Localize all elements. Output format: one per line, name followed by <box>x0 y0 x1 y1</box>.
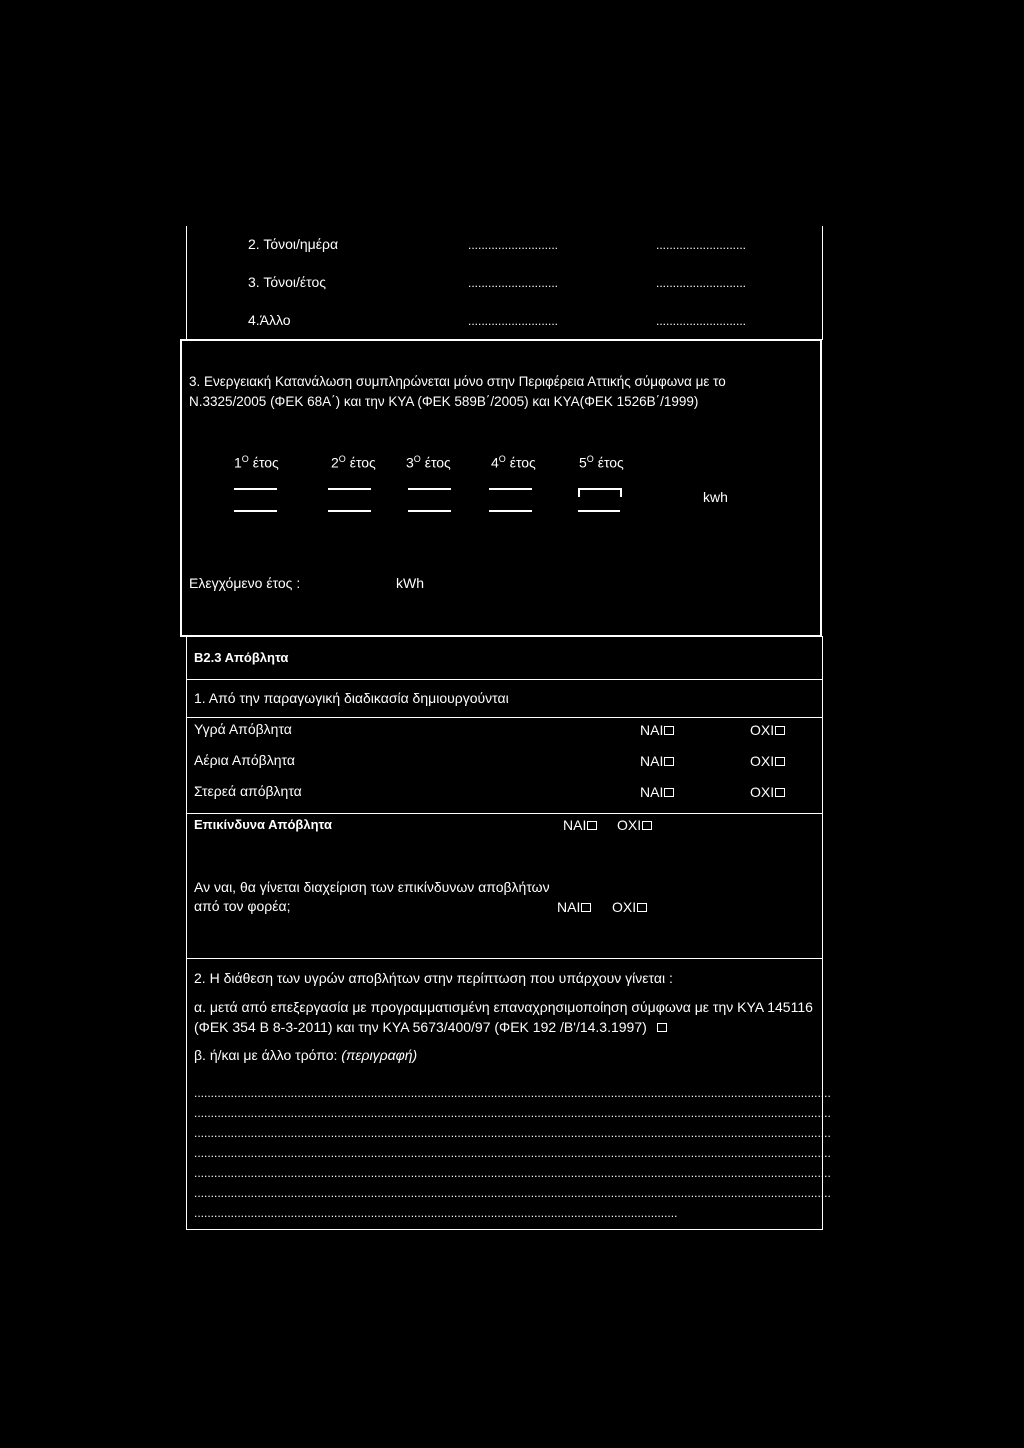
year-5-input[interactable] <box>578 488 622 497</box>
year-3-input[interactable] <box>408 510 451 512</box>
no-option[interactable]: ΟΧΙ <box>750 722 785 738</box>
row-label: 2. Τόνοι/ημέρα <box>248 236 339 252</box>
year-label: $5^O$ έτος <box>579 454 624 471</box>
row-label: 3. Τόνοι/έτος <box>248 274 327 290</box>
waste-bottom-border <box>186 1229 823 1230</box>
checkbox-icon[interactable] <box>587 821 597 830</box>
top-table-right-border <box>822 226 823 340</box>
row-dots: ........................... <box>468 314 559 328</box>
description-line[interactable]: ................................................................................................................................................. <box>194 1206 678 1220</box>
year-3-input[interactable] <box>408 488 451 490</box>
description-line[interactable]: ............................................................................................................................................................................................... <box>194 1106 831 1120</box>
description-line[interactable]: ............................................................................................................................................................................................... <box>194 1126 831 1140</box>
row-dots: ........................... <box>656 238 747 252</box>
divider <box>186 679 823 680</box>
year-4-input[interactable] <box>489 510 532 512</box>
yes-option[interactable]: ΝΑΙ <box>640 784 674 800</box>
description-line[interactable]: ............................................................................................................................................................................................... <box>194 1146 831 1160</box>
year-label: $1^O$ έτος <box>234 454 279 471</box>
year-2-input[interactable] <box>328 488 371 490</box>
row-dots: ........................... <box>656 276 747 290</box>
yes-option[interactable]: ΝΑΙ <box>640 722 674 738</box>
checkbox-icon[interactable] <box>664 788 674 797</box>
year-label: $4^O$ έτος <box>491 454 536 471</box>
checkbox-icon[interactable] <box>775 757 785 766</box>
description-line[interactable]: ............................................................................................................................................................................................... <box>194 1086 831 1100</box>
checkbox-icon[interactable] <box>775 788 785 797</box>
waste-type-solid: Στερεά απόβλητα <box>194 783 302 799</box>
checkbox-icon[interactable] <box>637 903 647 912</box>
description-line[interactable]: ............................................................................................................................................................................................... <box>194 1186 831 1200</box>
divider <box>186 717 823 718</box>
controlled-year-unit: kWh <box>396 575 424 591</box>
option-a-line2: (ΦΕΚ 354 Β 8-3-2011) και την ΚΥΑ 5673/400/97 (ΦΕΚ 192 /Β'/14.3.1997) <box>194 1019 667 1035</box>
description-line[interactable]: ............................................................................................................................................................................................... <box>194 1166 831 1180</box>
waste-type-liquid: Υγρά Απόβλητα <box>194 721 292 737</box>
energy-text-line1: 3. Ενεργειακή Κατανάλωση συμπληρώνεται μόνο στην Περιφέρεια Αττικής σύμφωνα με το <box>189 374 726 389</box>
waste-left-border <box>186 636 187 1230</box>
waste-question-1: 1. Από την παραγωγική διαδικασία δημιουργούνται <box>194 690 509 706</box>
waste-right-border <box>822 636 823 1230</box>
divider <box>186 813 823 814</box>
no-option[interactable]: ΟΧΙ <box>617 817 652 833</box>
checkbox-icon[interactable] <box>775 726 785 735</box>
checkbox-icon[interactable] <box>642 821 652 830</box>
checkbox-icon[interactable] <box>581 903 591 912</box>
waste-type-gas: Αέρια Απόβλητα <box>194 752 295 768</box>
year-label: $2^O$ έτος <box>331 454 376 471</box>
year-5-input <box>578 510 620 512</box>
energy-text-line2: Ν.3325/2005 (ΦΕΚ 68Α΄) και την ΚΥΑ (ΦΕΚ 589Β΄/2005) και ΚΥΑ(ΦΕΚ 1526Β΄/1999) <box>189 394 699 409</box>
row-dots: ........................... <box>656 314 747 328</box>
hazardous-waste-label: Επικίνδυνα Απόβλητα <box>194 817 332 832</box>
option-b: β. ή/και με άλλο τρόπο: (περιγραφή) <box>194 1047 418 1063</box>
year-2-input[interactable] <box>328 510 371 512</box>
row-label: 4.Άλλο <box>248 312 291 328</box>
year-label: $3^O$ έτος <box>406 454 451 471</box>
year-1-input[interactable] <box>234 510 277 512</box>
no-option[interactable]: ΟΧΙ <box>750 784 785 800</box>
checkbox-icon[interactable] <box>664 757 674 766</box>
top-table-left-border <box>186 226 187 340</box>
year-1-input[interactable] <box>234 488 277 490</box>
option-a-line1: α. μετά από επεξεργασία με προγραμματισμένη επαναχρησιμοποίηση σύμφωνα με την ΚΥΑ 145116 <box>194 999 813 1015</box>
waste-section-title: Β2.3 Απόβλητα <box>194 650 289 665</box>
management-question-line2: από τον φορέα; <box>194 898 291 914</box>
yes-option[interactable]: ΝΑΙ <box>563 817 597 833</box>
checkbox-icon[interactable] <box>657 1023 667 1032</box>
year-4-input[interactable] <box>489 488 532 490</box>
no-option[interactable]: ΟΧΙ <box>612 899 647 915</box>
divider <box>186 958 823 959</box>
no-option[interactable]: ΟΧΙ <box>750 753 785 769</box>
waste-question-2: 2. Η διάθεση των υγρών αποβλήτων στην περίπτωση που υπάρχουν γίνεται : <box>194 970 673 986</box>
management-question-line1: Αν ναι, θα γίνεται διαχείριση των επικίνδυνων αποβλήτων <box>194 879 550 895</box>
yes-option[interactable]: ΝΑΙ <box>640 753 674 769</box>
row-dots: ........................... <box>468 238 559 252</box>
controlled-year-label: Ελεγχόμενο έτος : <box>189 575 301 591</box>
row-dots: ........................... <box>468 276 559 290</box>
energy-unit: kwh <box>703 489 728 505</box>
checkbox-icon[interactable] <box>664 726 674 735</box>
yes-option[interactable]: ΝΑΙ <box>557 899 591 915</box>
